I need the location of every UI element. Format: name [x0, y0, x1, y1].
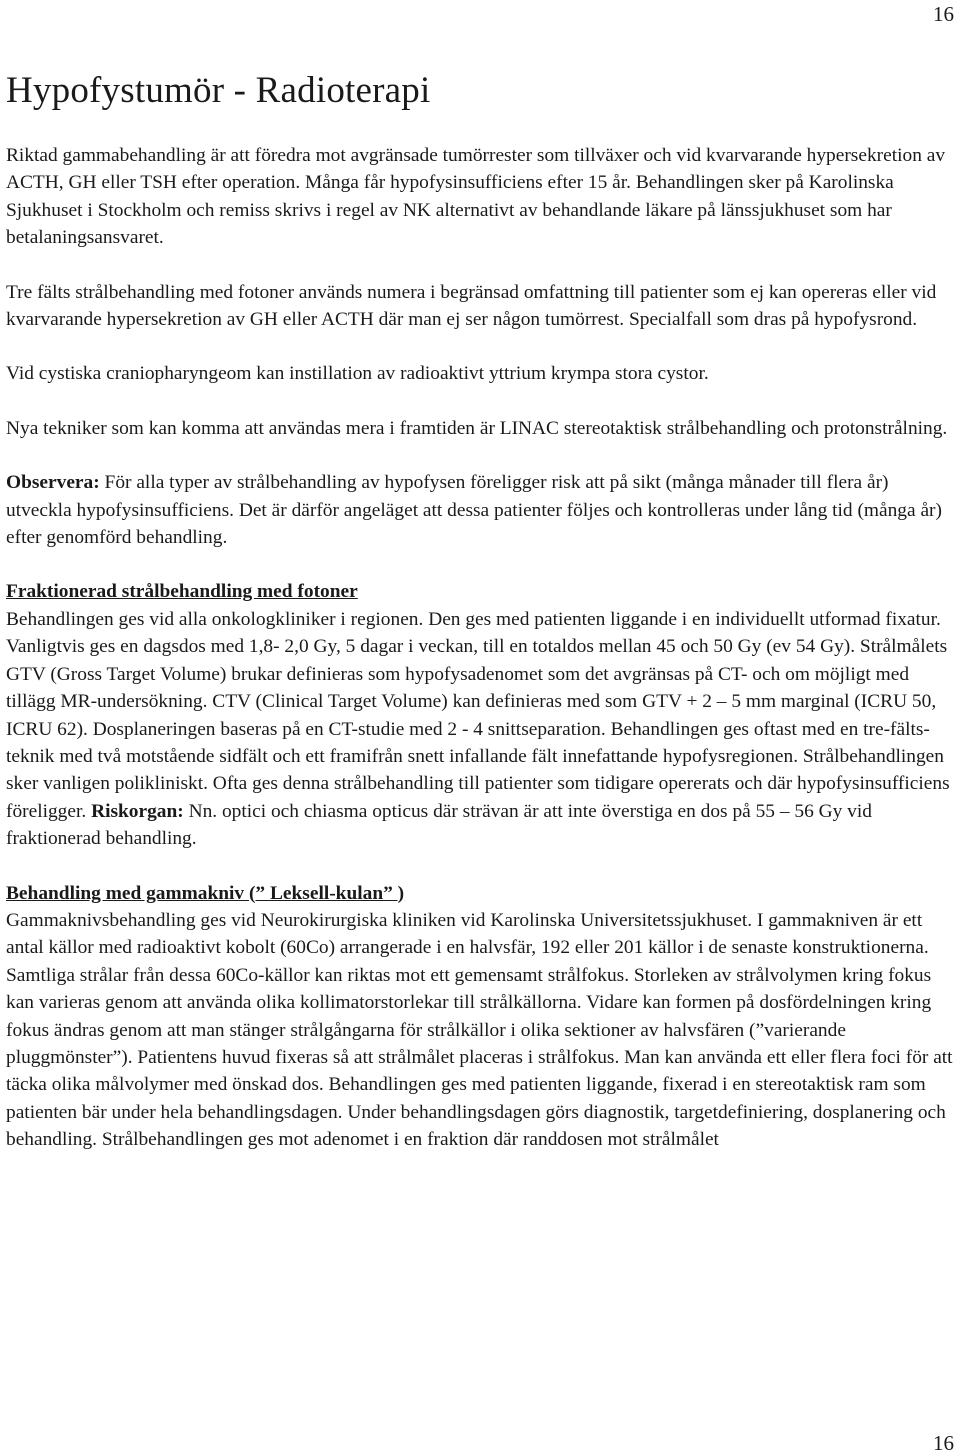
- observera-label: Observera:: [6, 472, 100, 494]
- paragraph-cystiska: Vid cystiska craniopharyngeom kan instillation av radioaktivt yttrium krympa stora cystor.: [6, 363, 709, 385]
- section-gammakniv: [6, 880, 958, 1154]
- observera-text: För alla typer av strålbehandling av hypofysen föreligger risk att på sikt (många månader till flera år) utveckla hypofysinsufficiens. Det är därför angeläget att dessa patienter följes och kontrolleras under lång tid (många år) efter genomförd behandling.: [6, 472, 942, 549]
- document-body: [6, 66, 958, 1154]
- paragraph-gammakniv: Gammaknivsbehandling ges vid Neurokirurgiska kliniken vid Karolinska Universitetssjukhuset. I gammakniven är ett antal källor med radioaktivt kobolt (60Co) arrangerade i en halvsfär, 192 eller 201 källor i de senaste konstruktionerna. Samtliga strålar från dessa 60Co-källor kan riktas mot ett gemensamt strålfokus. Storleken av strålvolymen kring fokus kan varieras genom att använda olika kollimatorstorlekar till strålkällorna. Vidare kan formen på dosfördelningen kring fokus ändras genom att man stänger strålgångarna för strålkällor i olika sektioner av halvsfären (”varierande pluggmönster”). Patientens huvud fixeras så att strålmålet placeras i strålfokus. Man kan använda ett eller flera foci för att täcka olika målvolymer med önskad dos. Behandlingen ges med patienten liggande, fixerad i en stereotaktisk ram som patienten bär under hela behandlingsdagen. Under behandlingsdagen görs diagnostik, targetdefiniering, dosplanering och behandling. Strålbehandlingen ges mot adenomet i en fraktion där randdosen mot strålmålet: [6, 909, 953, 1151]
- fraktionerad-text-after: Nn. optici och chiasma opticus där strävan är att inte överstiga en dos på 55 – 56 Gy vid fraktionerad behandling.: [6, 800, 872, 850]
- paragraph-nya-tekniker: Nya tekniker som kan komma att användas mera i framtiden är LINAC stereotaktisk strålbehandling och protonstrålning.: [6, 417, 948, 439]
- fraktionerad-heading: Fraktionerad strålbehandling med fotoner: [6, 581, 358, 603]
- paragraph-tre-falts: Tre fälts strålbehandling med fotoner används numera i begränsad omfattning till patienter som ej kan opereras eller vid kvarvarande hypersekretion av GH eller ACTH där man ej ser någon tumörrest. Specialfall som dras på hypofysrond.: [6, 281, 937, 331]
- page-title: Hypofystumör - Radioterapi: [6, 70, 431, 111]
- fraktionerad-text-before: Behandlingen ges vid alla onkologkliniker i regionen. Den ges med patienten liggande i en individuellt utformad fixatur. Vanligtvis ges en dagsdos med 1,8- 2,0 Gy, 5 dagar i veckan, till en totaldos mellan 45 och 50 Gy (ev 54 Gy). Strålmålets GTV (Gross Target Volume) brukar definieras som hypofysadenomet som det avgränsas på CT- och om möjligt med tillägg MR-undersökning. CTV (Clinical Target Volume) kan definieras med som GTV + 2 – 5 mm marginal (ICRU 50, ICRU 62). Dosplaneringen baseras på en CT-studie med 2 - 4 snittseparation. Behandlingen ges oftast med en tre-fälts-teknik med två motstående sidfält och ett framifrån snett infallande fält innefattande hypofysregionen. Strålbehandlingen sker vanligen polikliniskt. Ofta ges denna strålbehandling till patienter som tidigare opererats och där hypofysinsufficiens föreligger.: [6, 608, 950, 822]
- gammakniv-heading: Behandling med gammakniv (” Leksell-kulan” ): [6, 882, 405, 904]
- heading-fraktionerad: [6, 578, 958, 605]
- page-number-top: 16: [933, 2, 954, 26]
- riskorgan-label: Riskorgan:: [91, 800, 184, 822]
- heading-gammakniv: [6, 880, 958, 907]
- section-fraktionerad: [6, 578, 958, 852]
- paragraph-fraktionerad: [6, 606, 958, 853]
- paragraph-observera: [6, 469, 958, 551]
- paragraph-gammabehandling: Riktad gammabehandling är att föredra mot avgränsade tumörrester som tillväxer och vid kvarvarande hypersekretion av ACTH, GH eller TSH efter operation. Många får hypofysinsufficiens efter 15 år. Behandlingen sker på Karolinska Sjukhuset i Stockholm och remiss skrivs i regel av NK alternativt av behandlande läkare på länssjukhuset som har betalaningsansvaret.: [6, 145, 946, 249]
- page-number-bottom: 16: [933, 1431, 954, 1455]
